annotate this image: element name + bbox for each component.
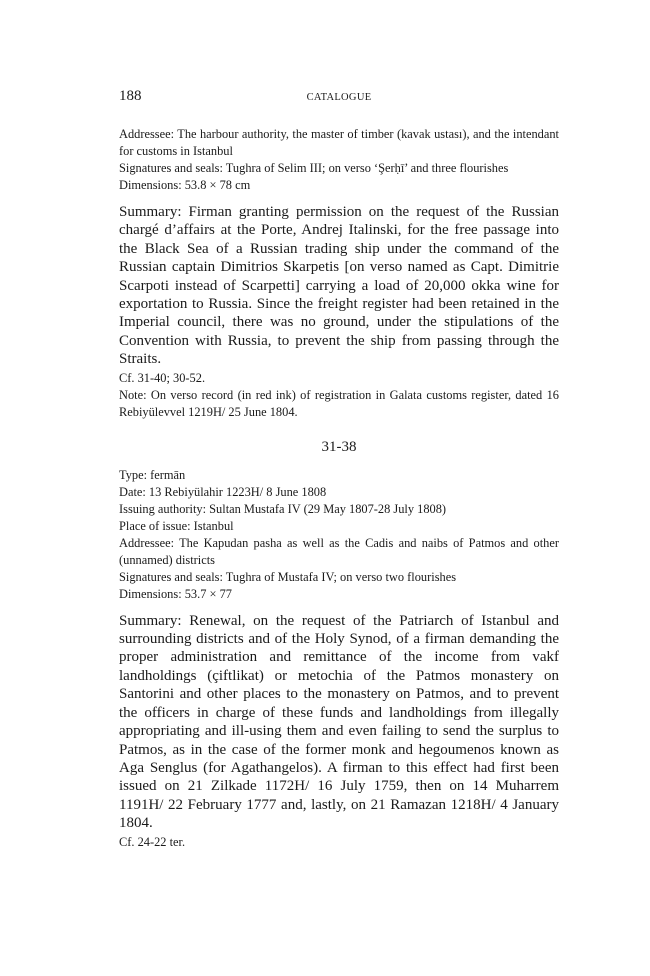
addressee-line: Addressee: The harbour authority, the master of timber (kavak ustası), and the intendant for customs in Istanbul: [119, 127, 559, 158]
cross-reference: Cf. 24-22 ter.: [119, 834, 186, 849]
entry-references: [119, 834, 559, 851]
date-line: Date: 13 Rebiyülahir 1223H/ 8 June 1808: [119, 484, 327, 499]
dimensions-line: Dimensions: 53.7 × 77: [119, 586, 232, 601]
running-head: [119, 88, 559, 110]
previous-entry-summary: Summary: Firman granting permission on the request of the Russian chargé d’affairs at the Porte, Andrej Italinski, for the free passage into the Black Sea of a Russian trading ship under the command of the Russian captain Dimitrios Skarpetis [on verso named as Capt. Dimitrie Scarpoti instead of Scarpetti] carrying a load of 20,000 okka wine for exportation to Russia. Since the freight register had been retained in the Imperial council, there was no ground, under the stipulations of the Convention with Russia, to prevent the ship from passing through the Straits.: [119, 204, 559, 368]
type-line: Type: fermān: [119, 467, 186, 482]
previous-entry-references: [119, 370, 559, 421]
signatures-line: Signatures and seals: Tughra of Selim III; on verso ‘Şerḥī’ and three flourishes: [119, 161, 509, 175]
entry-number: 31-38: [321, 438, 357, 455]
addressee-line: Addressee: The Kapudan pasha as well as the Cadis and naibs of Patmos and other (unnamed) districts: [119, 535, 559, 567]
dimensions-line: Dimensions: 53.8 × 78 cm: [119, 178, 251, 192]
note-line: Note: On verso record (in red ink) of registration in Galata customs register, dated 16 Rebiyülevvel 1219H/ 25 June 1804.: [119, 387, 559, 419]
entry-summary: Summary: Renewal, on the request of the Patriarch of Istanbul and surrounding districts and of the Holy Synod, of a firman demanding the proper administration and remittance of the income from vakf landholdings (çiftlikat) or metochia of the Patmos monastery on Santorini and other places to the monastery on Patmos, and to prevent the officers in charge of these funds and landholdings from illegally appropriating and ill-using them and even failing to send the surplus to Patmos, as in the case of the former monk and hegoumenos known as Aga Senglus (for Agathangelos). A firman to this effect had first been issued on 21 Zilkade 1172H/ 16 July 1759, then on 14 Muharrem 1191H/ 22 February 1777 and, lastly, on 21 Ramazan 1218H/ 4 January 1804.: [119, 612, 559, 832]
entry-metadata: [119, 467, 559, 603]
previous-entry-metadata: [119, 126, 559, 194]
cross-reference: Cf. 31-40; 30-52.: [119, 370, 206, 385]
document-page: [119, 88, 559, 851]
page-number: 188: [119, 88, 142, 104]
signatures-line: Signatures and seals: Tughra of Mustafa IV; on verso two flourishes: [119, 569, 457, 584]
issuing-authority-line: Issuing authority: Sultan Mustafa IV (29 May 1807-28 July 1808): [119, 501, 447, 516]
place-line: Place of issue: Istanbul: [119, 518, 234, 533]
running-title: CATALOGUE: [306, 92, 372, 103]
